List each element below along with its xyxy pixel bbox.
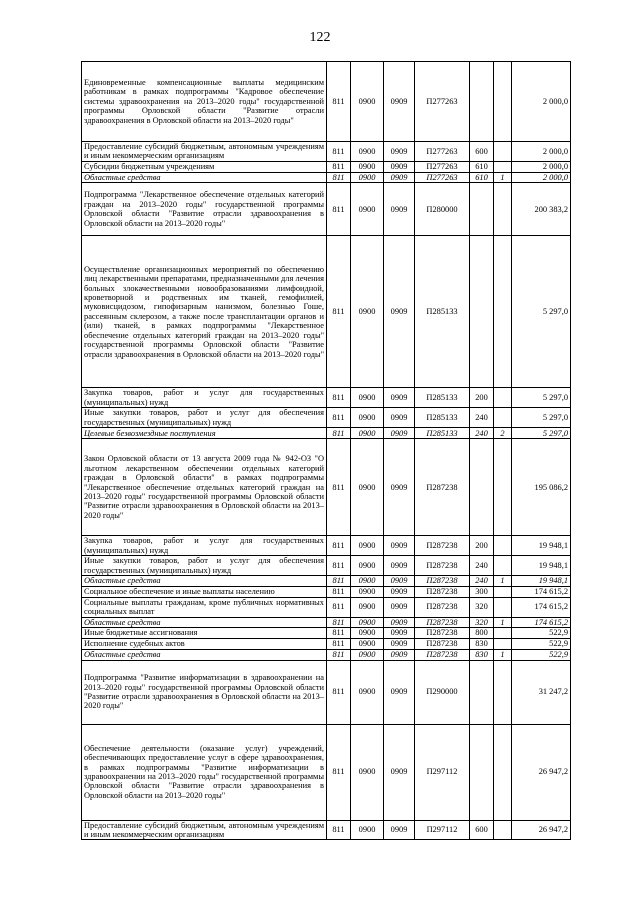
row-name: Социальные выплаты гражданам, кроме публичных нормативных социальных выплат	[82, 597, 327, 617]
table-row	[82, 820, 571, 840]
section-code: 0900	[351, 142, 384, 162]
table-row	[82, 161, 571, 172]
subsection-code: 0909	[384, 62, 415, 142]
table-row	[82, 617, 571, 627]
amount: 19 948,1	[512, 576, 571, 586]
amount: 174 615,2	[512, 617, 571, 627]
funding-source-code	[494, 639, 512, 650]
row-name: Целевые безвозмездные поступления	[82, 428, 327, 439]
row-name: Иные закупки товаров, работ и услуг для обеспечения государственных (муниципальных) нужд	[82, 556, 327, 576]
section-code: 0900	[351, 536, 384, 556]
section-code: 0900	[351, 660, 384, 724]
section-code: 0900	[351, 428, 384, 439]
table-row	[82, 62, 571, 142]
section-code: 0900	[351, 236, 384, 388]
subsection-code: 0909	[384, 820, 415, 840]
funding-source-code	[494, 439, 512, 536]
section-code: 0900	[351, 628, 384, 639]
row-name: Областные средства	[82, 650, 327, 660]
section-code: 0900	[351, 172, 384, 182]
target-item-code: П287238	[415, 597, 470, 617]
table-row	[82, 536, 571, 556]
subsection-code: 0909	[384, 724, 415, 820]
funding-source-code	[494, 236, 512, 388]
amount: 5 297,0	[512, 236, 571, 388]
ministry-code: 811	[327, 639, 351, 650]
subsection-code: 0909	[384, 628, 415, 639]
amount: 2 000,0	[512, 172, 571, 182]
ministry-code: 811	[327, 183, 351, 236]
table-row	[82, 388, 571, 408]
ministry-code: 811	[327, 161, 351, 172]
table-row	[82, 183, 571, 236]
subsection-code: 0909	[384, 142, 415, 162]
row-name: Иные бюджетные ассигнования	[82, 628, 327, 639]
expense-type-code: 600	[470, 820, 494, 840]
expense-type-code: 610	[470, 172, 494, 182]
target-item-code: П277263	[415, 62, 470, 142]
ministry-code: 811	[327, 236, 351, 388]
amount: 31 247,2	[512, 660, 571, 724]
target-item-code: П277263	[415, 142, 470, 162]
table-row	[82, 428, 571, 439]
target-item-code: П287238	[415, 439, 470, 536]
row-name: Социальное обеспечение и иные выплаты населению	[82, 586, 327, 597]
subsection-code: 0909	[384, 617, 415, 627]
section-code: 0900	[351, 724, 384, 820]
amount: 26 947,2	[512, 724, 571, 820]
funding-source-code	[494, 62, 512, 142]
amount: 200 383,2	[512, 183, 571, 236]
funding-source-code	[494, 556, 512, 576]
ministry-code: 811	[327, 428, 351, 439]
row-name: Субсидии бюджетным учреждениям	[82, 161, 327, 172]
funding-source-code	[494, 724, 512, 820]
funding-source-code: 1	[494, 172, 512, 182]
target-item-code: П287238	[415, 617, 470, 627]
section-code: 0900	[351, 586, 384, 597]
subsection-code: 0909	[384, 576, 415, 586]
subsection-code: 0909	[384, 236, 415, 388]
amount: 5 297,0	[512, 388, 571, 408]
row-name: Предоставление субсидий бюджетным, автономным учреждениям и иным некоммерческим организациям	[82, 142, 327, 162]
section-code: 0900	[351, 439, 384, 536]
expense-type-code: 200	[470, 536, 494, 556]
subsection-code: 0909	[384, 650, 415, 660]
ministry-code: 811	[327, 62, 351, 142]
section-code: 0900	[351, 639, 384, 650]
amount: 195 086,2	[512, 439, 571, 536]
row-name: Областные средства	[82, 617, 327, 627]
row-name: Осуществление организационных мероприятий по обеспечению лиц лекарственными препаратами, предназначенными для лечения больных злокачественными новообразованиями лимфоидной, кроветворной и родственных им тканей, гемофилией, муковисцидозом, гипофизарным нанизмом, болезнью Гоше, рассеянным склерозом, а также после трансплантации органов и (или) тканей, в рамках подпрограммы "Лекарственное обеспечение отдельных категорий граждан на 2013–2020 годы" государственной программы Орловской области "Развитие отрасли здравоохранения в Орловской области на 2013–2020 годы"	[82, 236, 327, 388]
subsection-code: 0909	[384, 556, 415, 576]
amount: 5 297,0	[512, 408, 571, 428]
subsection-code: 0909	[384, 172, 415, 182]
expense-type-code	[470, 439, 494, 536]
section-code: 0900	[351, 820, 384, 840]
target-item-code: П287238	[415, 576, 470, 586]
expense-type-code: 830	[470, 650, 494, 660]
target-item-code: П287238	[415, 586, 470, 597]
table-row	[82, 556, 571, 576]
table-row	[82, 650, 571, 660]
section-code: 0900	[351, 161, 384, 172]
ministry-code: 811	[327, 142, 351, 162]
row-name: Областные средства	[82, 576, 327, 586]
amount: 2 000,0	[512, 62, 571, 142]
ministry-code: 811	[327, 820, 351, 840]
funding-source-code	[494, 183, 512, 236]
ministry-code: 811	[327, 650, 351, 660]
subsection-code: 0909	[384, 536, 415, 556]
subsection-code: 0909	[384, 586, 415, 597]
table-row	[82, 724, 571, 820]
subsection-code: 0909	[384, 408, 415, 428]
target-item-code: П287238	[415, 536, 470, 556]
target-item-code: П285133	[415, 408, 470, 428]
subsection-code: 0909	[384, 597, 415, 617]
funding-source-code	[494, 536, 512, 556]
subsection-code: 0909	[384, 639, 415, 650]
table-row	[82, 142, 571, 162]
ministry-code: 811	[327, 597, 351, 617]
expense-type-code: 240	[470, 408, 494, 428]
row-name: Обеспечение деятельности (оказание услуг) учреждений, обеспечивающих предоставление услуг в сфере здравоохранения, в рамках подпрограммы "Развитие информатизации в здравоохранении на 2013–2020 годы" государственной программы Орловской области "Развитие отрасли здравоохранения в Орловской области на 2013–2020 годы"	[82, 724, 327, 820]
expense-type-code: 240	[470, 576, 494, 586]
subsection-code: 0909	[384, 660, 415, 724]
section-code: 0900	[351, 408, 384, 428]
funding-source-code	[494, 388, 512, 408]
target-item-code: П287238	[415, 639, 470, 650]
ministry-code: 811	[327, 617, 351, 627]
ministry-code: 811	[327, 660, 351, 724]
ministry-code: 811	[327, 388, 351, 408]
subsection-code: 0909	[384, 428, 415, 439]
expense-type-code: 200	[470, 388, 494, 408]
ministry-code: 811	[327, 172, 351, 182]
ministry-code: 811	[327, 576, 351, 586]
target-item-code: П285133	[415, 236, 470, 388]
table-row	[82, 576, 571, 586]
expense-type-code: 610	[470, 161, 494, 172]
row-name: Исполнение судебных актов	[82, 639, 327, 650]
target-item-code: П290000	[415, 660, 470, 724]
row-name: Единовременные компенсационные выплаты медицинским работникам в рамках подпрограммы "Кадровое обеспечение системы здравоохранения на 2013–2020 годы" государственной программы Орловской области "Развитие отрасли здравоохранения в Орловской области на 2013–2020 годы"	[82, 62, 327, 142]
row-name: Иные закупки товаров, работ и услуг для обеспечения государственных (муниципальных) нужд	[82, 408, 327, 428]
section-code: 0900	[351, 62, 384, 142]
ministry-code: 811	[327, 586, 351, 597]
target-item-code: П297112	[415, 820, 470, 840]
expense-type-code	[470, 62, 494, 142]
table-row	[82, 408, 571, 428]
funding-source-code: 1	[494, 576, 512, 586]
expense-type-code: 240	[470, 556, 494, 576]
section-code: 0900	[351, 650, 384, 660]
expense-type-code: 320	[470, 597, 494, 617]
target-item-code: П287238	[415, 650, 470, 660]
row-name: Закупка товаров, работ и услуг для государственных (муниципальных) нужд	[82, 388, 327, 408]
ministry-code: 811	[327, 556, 351, 576]
section-code: 0900	[351, 597, 384, 617]
ministry-code: 811	[327, 628, 351, 639]
section-code: 0900	[351, 556, 384, 576]
amount: 2 000,0	[512, 142, 571, 162]
table-row	[82, 628, 571, 639]
expense-type-code	[470, 236, 494, 388]
amount: 174 615,2	[512, 586, 571, 597]
row-name: Подпрограмма "Развитие информатизации в здравоохранении на 2013–2020 годы" государственной программы Орловской области "Развитие отрасли здравоохранения в Орловской области на 2013–2020 годы"	[82, 660, 327, 724]
section-code: 0900	[351, 388, 384, 408]
amount: 522,9	[512, 639, 571, 650]
section-code: 0900	[351, 576, 384, 586]
amount: 522,9	[512, 628, 571, 639]
expense-type-code: 300	[470, 586, 494, 597]
funding-source-code: 2	[494, 428, 512, 439]
target-item-code: П285133	[415, 428, 470, 439]
expense-type-code: 830	[470, 639, 494, 650]
amount: 174 615,2	[512, 597, 571, 617]
target-item-code: П280000	[415, 183, 470, 236]
target-item-code: П277263	[415, 161, 470, 172]
funding-source-code	[494, 820, 512, 840]
row-name: Закупка товаров, работ и услуг для государственных (муниципальных) нужд	[82, 536, 327, 556]
ministry-code: 811	[327, 536, 351, 556]
target-item-code: П287238	[415, 628, 470, 639]
row-name: Предоставление субсидий бюджетным, автономным учреждениям и иным некоммерческим организациям	[82, 820, 327, 840]
funding-source-code	[494, 660, 512, 724]
section-code: 0900	[351, 183, 384, 236]
funding-source-code	[494, 161, 512, 172]
funding-source-code: 1	[494, 650, 512, 660]
amount: 2 000,0	[512, 161, 571, 172]
funding-source-code	[494, 142, 512, 162]
expense-type-code	[470, 183, 494, 236]
section-code: 0900	[351, 617, 384, 627]
subsection-code: 0909	[384, 161, 415, 172]
row-name: Подпрограмма "Лекарственное обеспечение отдельных категорий граждан на 2013–2020 годы" государственной программы Орловской области "Развитие отрасли здравоохранения в Орловской области на 2013–2020 годы"	[82, 183, 327, 236]
subsection-code: 0909	[384, 439, 415, 536]
table-row	[82, 172, 571, 182]
row-name: Закон Орловской области от 13 августа 2009 года № 942-ОЗ "О льготном лекарственном обеспечении отдельных категорий граждан в Орловской области" в рамках подпрограммы "Лекарственное обеспечение отдельных категорий граждан на 2013–2020 годы" государственной программы Орловской области "Развитие отрасли здравоохранения в Орловской области на 2013–2020 годы"	[82, 439, 327, 536]
expense-type-code: 800	[470, 628, 494, 639]
target-item-code: П285133	[415, 388, 470, 408]
row-name: Областные средства	[82, 172, 327, 182]
amount: 19 948,1	[512, 556, 571, 576]
ministry-code: 811	[327, 408, 351, 428]
target-item-code: П297112	[415, 724, 470, 820]
funding-source-code	[494, 586, 512, 597]
amount: 26 947,2	[512, 820, 571, 840]
funding-source-code	[494, 597, 512, 617]
subsection-code: 0909	[384, 388, 415, 408]
table-row	[82, 439, 571, 536]
ministry-code: 811	[327, 724, 351, 820]
expense-type-code	[470, 660, 494, 724]
table-row	[82, 586, 571, 597]
budget-table	[81, 61, 571, 840]
expense-type-code	[470, 724, 494, 820]
table-row	[82, 597, 571, 617]
expense-type-code: 320	[470, 617, 494, 627]
table-row	[82, 660, 571, 724]
amount: 5 297,0	[512, 428, 571, 439]
subsection-code: 0909	[384, 183, 415, 236]
target-item-code: П277263	[415, 172, 470, 182]
ministry-code: 811	[327, 439, 351, 536]
table-row	[82, 236, 571, 388]
funding-source-code: 1	[494, 617, 512, 627]
expense-type-code: 600	[470, 142, 494, 162]
page-number: 122	[309, 30, 331, 45]
expense-type-code: 240	[470, 428, 494, 439]
amount: 522,9	[512, 650, 571, 660]
table-row	[82, 639, 571, 650]
target-item-code: П287238	[415, 556, 470, 576]
funding-source-code	[494, 628, 512, 639]
funding-source-code	[494, 408, 512, 428]
amount: 19 948,1	[512, 536, 571, 556]
